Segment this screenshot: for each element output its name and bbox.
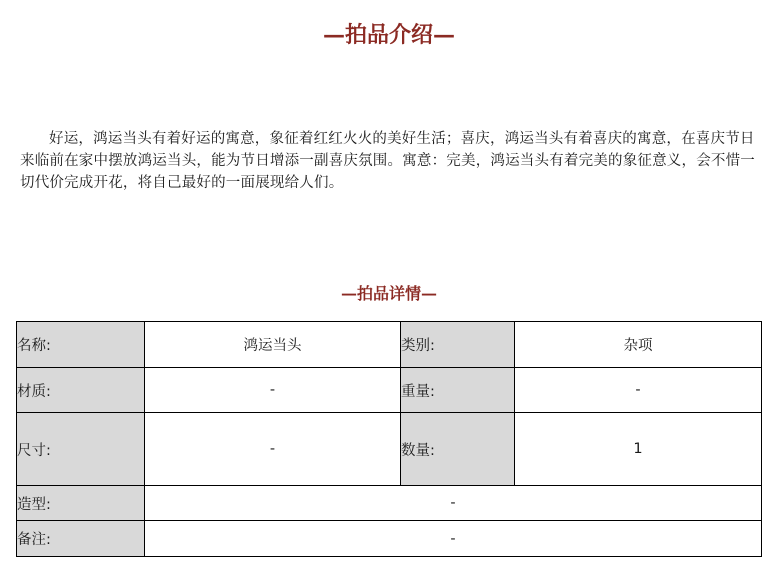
intro-description: 好运，鸿运当头有着好运的寓意，象征着红红火火的美好生活；喜庆，鸿运当头有着喜庆的寓意，在喜庆节日来临前在家中摆放鸿运当头，能为节日增添一副喜庆氛围。寓意：完美，鸿运当头有着完美的象征意义，会不惜一切代价完成开花，将自己最好的一面展现给人们。: [20, 131, 755, 191]
quantity-label: 数量:: [401, 413, 515, 486]
weight-label: 重量:: [401, 368, 515, 413]
size-value: -: [145, 413, 401, 486]
shape-value: -: [145, 486, 762, 521]
remark-label: 备注:: [17, 521, 145, 557]
remark-value: -: [145, 521, 762, 557]
details-title: —拍品详情—: [340, 284, 437, 303]
name-value: 鸿运当头: [145, 322, 401, 368]
table-row: [17, 322, 762, 368]
table-row: [17, 486, 762, 521]
table-row: [17, 413, 762, 486]
material-value: -: [145, 368, 401, 413]
details-table: [16, 321, 762, 557]
intro-title: —拍品介绍—: [322, 22, 455, 48]
quantity-value: 1: [515, 413, 762, 486]
size-label: 尺寸:: [17, 413, 145, 486]
name-label: 名称:: [17, 322, 145, 368]
table-row: [17, 368, 762, 413]
category-label: 类别:: [401, 322, 515, 368]
shape-label: 造型:: [17, 486, 145, 521]
table-row: [17, 521, 762, 557]
weight-value: -: [515, 368, 762, 413]
material-label: 材质:: [17, 368, 145, 413]
category-value: 杂项: [515, 322, 762, 368]
